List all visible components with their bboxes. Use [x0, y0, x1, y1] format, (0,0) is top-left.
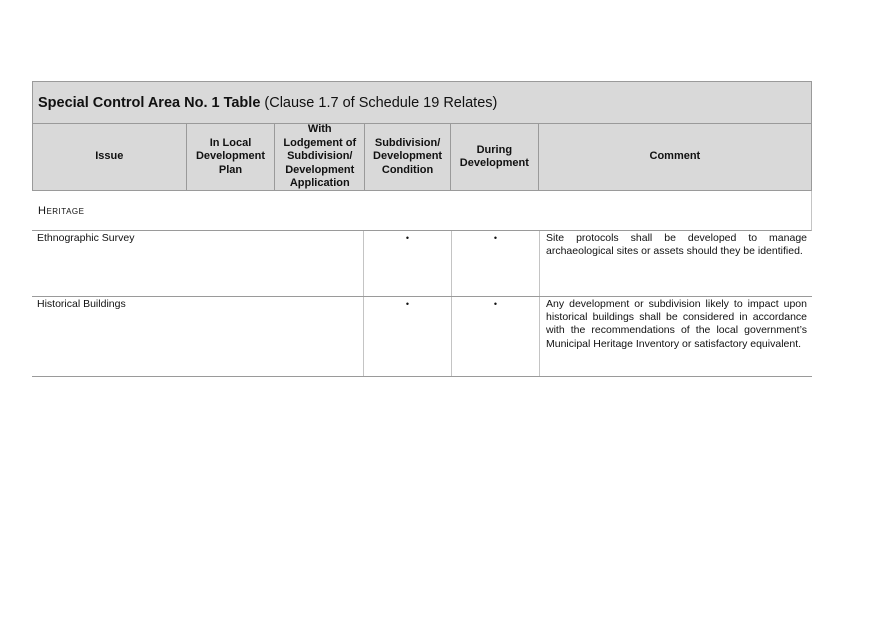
table-row — [32, 231, 812, 297]
row-subdivision-condition — [363, 231, 451, 296]
row-issue: Historical Buildings — [37, 298, 126, 310]
row-subdivision-condition — [363, 297, 451, 376]
table-title — [32, 81, 812, 124]
header-during-development: During Development — [451, 124, 539, 190]
header-subdivision-condition: Subdivision/ Development Condition — [365, 124, 451, 190]
header-local-development-plan: In Local Development Plan — [187, 124, 276, 190]
table-title-bold: Special Control Area No. 1 Table — [38, 94, 261, 111]
header-issue: Issue — [33, 124, 187, 190]
row-issue: Ethnographic Survey — [37, 232, 135, 244]
row-during-development — [451, 231, 539, 296]
header-comment: Comment — [649, 150, 701, 163]
section-label: Heritage — [38, 204, 85, 217]
bullet-marker: • — [405, 299, 410, 309]
row-comment: Site protocols shall be developed to manage archaeological sites or assets should they be identified. — [539, 231, 812, 296]
table-header-row — [32, 124, 812, 191]
bullet-marker: • — [493, 299, 498, 309]
table-row — [32, 297, 812, 377]
special-control-area-table — [32, 81, 812, 377]
bullet-marker: • — [493, 233, 498, 243]
row-comment: Any development or subdivision likely to impact upon historical buildings shall be considered in accordance with the recommendations of the local government’s Municipal Heritage Inventory or satisfactory equivalent. — [539, 297, 812, 376]
table-title-clause: (Clause 1.7 of Schedule 19 Relates) — [264, 94, 498, 111]
header-with-lodgement: With Lodgement of Subdivision/ Development Application — [275, 124, 365, 190]
bullet-marker: • — [405, 233, 410, 243]
section-row-heritage — [32, 191, 812, 231]
row-during-development — [451, 297, 539, 376]
